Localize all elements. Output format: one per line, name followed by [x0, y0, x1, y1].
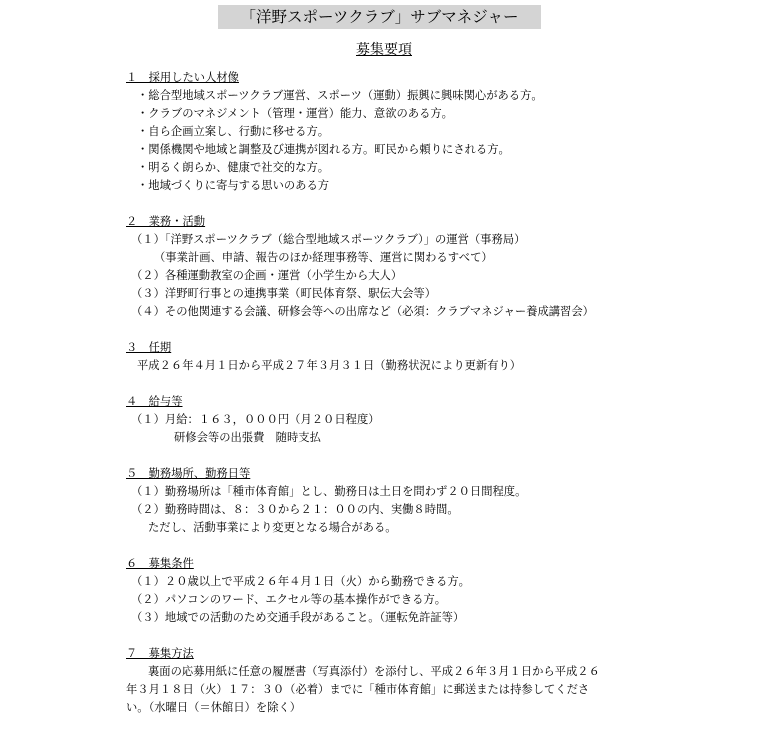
- section-6-item: （１）２０歳以上で平成２６年４月１日（火）から勤務できる方。: [131, 575, 470, 588]
- section-6-item: （３）地域での活動のため交通手段があること。（運転免許証等）: [131, 611, 465, 624]
- section-1-item: ・地域づくりに寄与する思いのある方: [137, 179, 330, 192]
- section-4-item: 研修会等の出張費 随時支払: [174, 431, 321, 444]
- section-2-item: （２）各種運動教室の企画・運営（小学生から大人）: [131, 269, 403, 282]
- section-2-item: （１）「洋野スポーツクラブ（総合型地域スポーツクラブ）」の運営（事務局）: [131, 233, 526, 246]
- section-7-item: 年３月１８日（火）１７：３０（必着）までに「種市体育館」に郵送または持参してくださ: [126, 683, 590, 696]
- section-1-item: ・明るく朗らか、健康で社交的な方。: [137, 161, 330, 174]
- section-4-heading: ４ 給与等: [126, 395, 183, 408]
- section-6-item: （２）パソコンのワード、エクセル等の基本操作ができる方。: [131, 593, 447, 606]
- section-2-item: （３）洋野町行事との連携事業（町民体育祭、駅伝大会等）: [131, 287, 437, 300]
- section-7-item: い。（水曜日（＝休館日）を除く）: [126, 701, 302, 714]
- section-6-heading: ６ 募集条件: [126, 557, 194, 570]
- document-title: 「洋野スポーツクラブ」サブマネジャー: [218, 5, 541, 29]
- subtitle-text: 募集要項: [356, 42, 412, 58]
- section-4-item: （１）月給：１６３，０００円（月２０日程度）: [131, 413, 380, 426]
- section-5-item: （１）勤務場所は「種市体育館」とし、勤務日は土日を問わず２０日間程度。: [131, 485, 527, 498]
- section-1-item: ・自ら企画立案し、行動に移せる方。: [137, 125, 330, 138]
- section-5-item: ただし、活動事業により変更となる場合がある。: [148, 521, 397, 534]
- section-2-item: （４）その他関連する会議、研修会等への出席など（必須：クラブマネジャー養成講習会）: [131, 305, 594, 318]
- section-2-heading: ２ 業務・活動: [126, 215, 206, 228]
- section-7-heading: ７ 募集方法: [126, 647, 194, 660]
- section-1-heading: １ 採用したい人材像: [126, 71, 239, 84]
- section-5-item: （２）勤務時間は、８：３０から２１：００の内、実働８時間。: [131, 503, 459, 516]
- section-1-item: ・クラブのマネジメント（管理・運営）能力、意欲のある方。: [137, 107, 453, 120]
- section-1-item: ・関係機関や地域と調整及び連携が図れる方。町民から頼りにされる方。: [137, 143, 510, 156]
- section-3-heading: ３ 任期: [126, 341, 172, 354]
- section-7-item: 裏面の応募用紙に任意の履歴書（写真添付）を添付し、平成２６年３月１日から平成２６: [148, 665, 600, 678]
- section-2-item: （事業計画、申請、報告のほか経理事務等、運営に関わるすべて）: [154, 251, 493, 264]
- document-subtitle: [0, 40, 768, 60]
- section-3-item: 平成２６年４月１日から平成２７年３月３１日（勤務状況により更新有り）: [137, 359, 522, 372]
- section-1-item: ・総合型地域スポーツクラブ運営、スポーツ（運動）振興に興味関心がある方。: [137, 89, 543, 102]
- section-5-heading: ５ 勤務場所、勤務日等: [126, 467, 251, 480]
